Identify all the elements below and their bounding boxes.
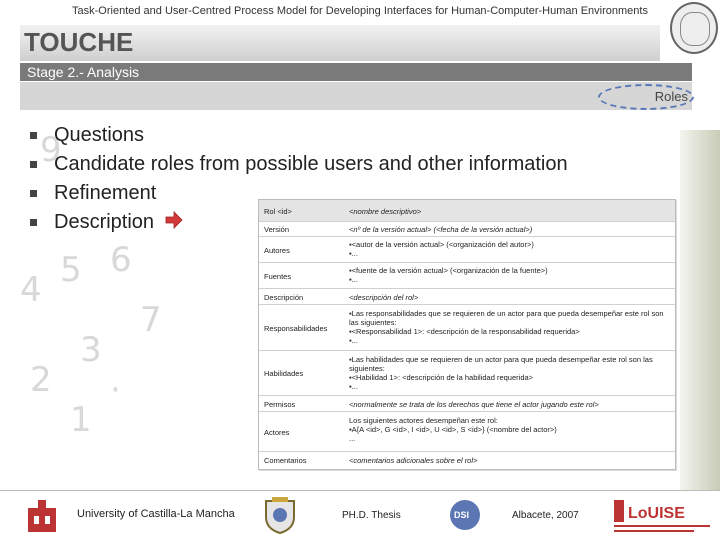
- row-value: ▪Las responsabilidades que se requieren de un actor para que pueda desempeñar este rol son las siguientes: ▪<Responsabilidad 1>: <descripción de la responsabilidad requerida> ▪...: [349, 309, 664, 345]
- row-value: Los siguientes actores desempeñan este rol: ▪A{A <id>, G <id>, I <id>, U <id>, S <id>} (<nombre del actor>) ...: [349, 416, 557, 443]
- table-row: [259, 351, 675, 396]
- arrow-right-icon[interactable]: [165, 211, 183, 229]
- row-key: Rol <id>: [264, 207, 292, 216]
- bullet-square-icon: [30, 219, 37, 226]
- bullet-item: [30, 150, 568, 179]
- place-date: Albacete, 2007: [512, 510, 579, 521]
- bullet-text: Refinement: [54, 182, 157, 204]
- row-key: Comentarios: [264, 456, 307, 465]
- header-text: Task-Oriented and User-Centred Process Model for Developing Interfaces for Human-Computer-Human Environments: [72, 5, 648, 17]
- row-key: Fuentes: [264, 272, 292, 281]
- thesis-label: PH.D. Thesis: [342, 510, 401, 521]
- role-template-table: [258, 199, 676, 470]
- row-value: <nombre descriptivo>: [349, 207, 422, 216]
- row-key: Descripción: [264, 293, 304, 302]
- roles-link[interactable]: Roles: [654, 89, 688, 104]
- background-numerals: 9 6 5 4 7 3 2 · 1: [20, 130, 162, 440]
- row-key: Responsabilidades: [264, 324, 328, 333]
- table-row: [259, 396, 675, 412]
- bullet-square-icon: [30, 132, 37, 139]
- bullet-text: Questions: [54, 124, 145, 146]
- coat-of-arms-icon: [262, 495, 298, 535]
- row-key: Habilidades: [264, 369, 304, 378]
- row-key: Autores: [264, 246, 290, 255]
- right-decoration: [680, 130, 720, 490]
- castle-logo-icon: [22, 496, 62, 536]
- bullet-square-icon: [30, 190, 37, 197]
- bullet-text: Description: [54, 211, 155, 233]
- row-key: Permisos: [264, 400, 296, 409]
- row-value: ▪<fuente de la versión actual> (<organización de la fuente>) ▪...: [349, 266, 548, 284]
- sub-band: [20, 82, 692, 110]
- table-row: [259, 289, 675, 305]
- stage-label: Stage 2.- Analysis: [27, 64, 140, 80]
- dsi-logo-text: DSI: [454, 510, 470, 520]
- university-seal-icon: [670, 2, 718, 54]
- bullet-square-icon: [30, 161, 37, 168]
- row-value: ▪<autor de la versión actual> (<organización del autor>) ▪...: [349, 240, 534, 258]
- table-row: [259, 222, 675, 237]
- row-key: Actores: [264, 428, 290, 437]
- row-value: <normalmente se trata de los derechos que tiene el actor jugando este rol>: [349, 400, 599, 409]
- table-row: [259, 263, 675, 289]
- row-value: <comentarios adicionales sobre el rol>: [349, 456, 478, 465]
- table-row: [259, 237, 675, 263]
- bullet-text: Candidate roles from possible users and other information: [54, 153, 568, 175]
- bullet-item: [30, 121, 568, 150]
- footer-divider: [0, 490, 720, 491]
- row-key: Versión: [264, 225, 290, 234]
- table-row: [259, 200, 675, 222]
- table-row: [259, 412, 675, 452]
- university-name: University of Castilla-La Mancha: [77, 508, 235, 520]
- row-value: <nº de la versión actual> (<fecha de la versión actual>): [349, 225, 533, 234]
- louise-logo-icon: [610, 494, 714, 536]
- louise-logo-text: LoUISE: [628, 505, 685, 522]
- row-value: ▪Las habilidades que se requieren de un actor para que pueda desempeñar este rol son las siguientes: ▪<Habilidad 1>: <descripción de la habilidad requerida> ▪...: [349, 355, 653, 391]
- row-value: <descripción del rol>: [349, 293, 419, 302]
- table-row: [259, 305, 675, 351]
- table-row: [259, 452, 675, 469]
- slide-title: TOUCHE: [24, 27, 134, 57]
